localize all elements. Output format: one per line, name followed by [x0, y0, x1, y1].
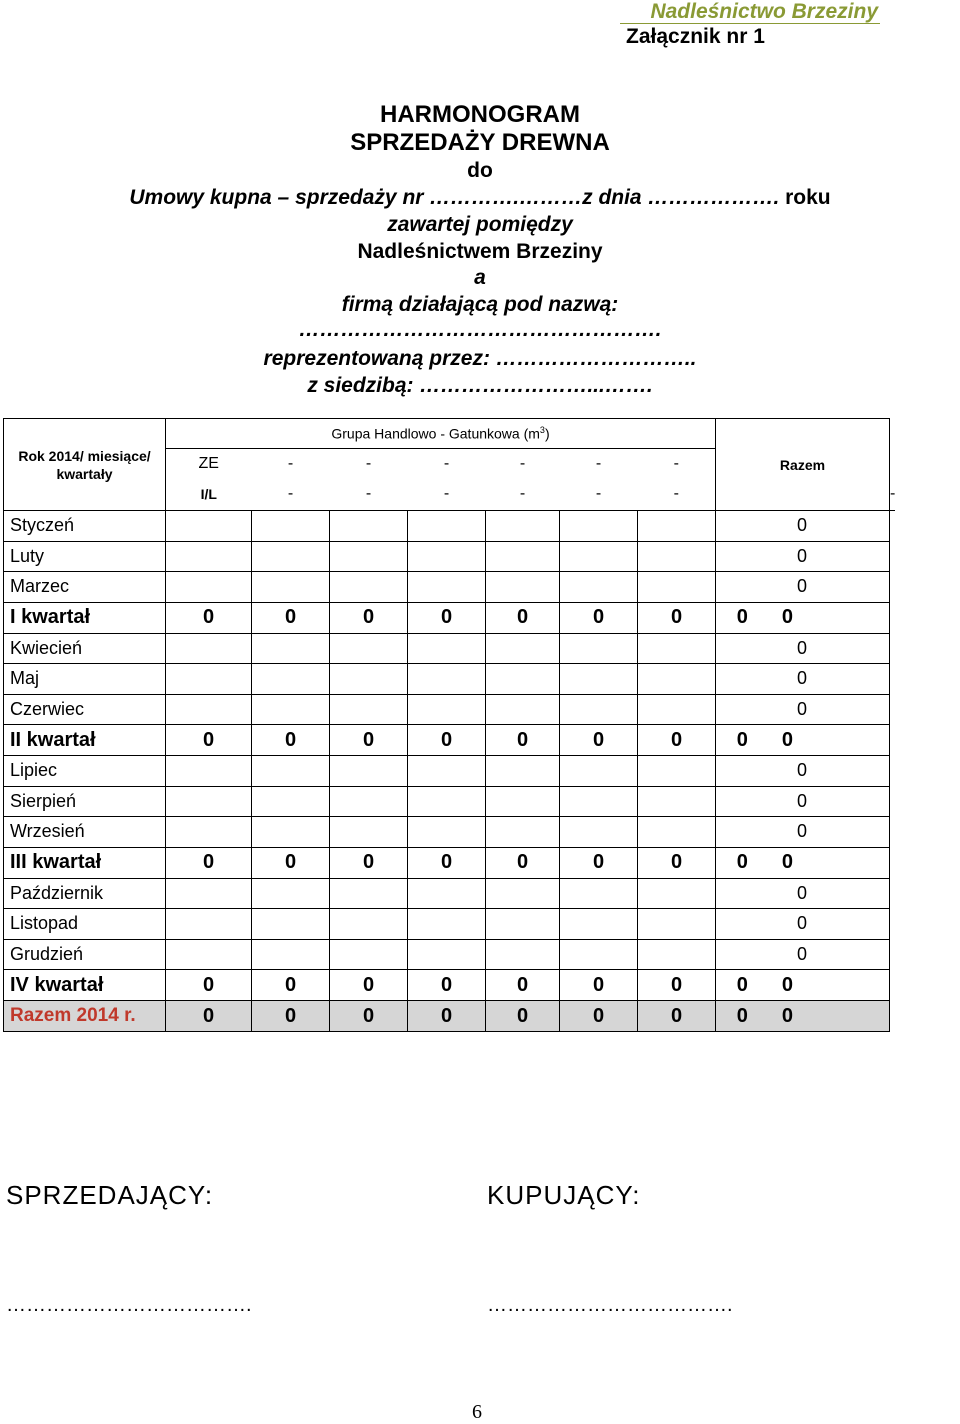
- il-dash-cell: -: [560, 479, 638, 511]
- value-cell[interactable]: [166, 633, 252, 664]
- value-cell[interactable]: 0: [638, 847, 716, 878]
- row-total-cell: 0: [716, 541, 890, 572]
- last-group-value: 0: [736, 728, 748, 751]
- ze-dash-cell: -: [443, 454, 450, 472]
- value-cell[interactable]: [560, 939, 638, 970]
- last-group-value: 0: [736, 1004, 748, 1027]
- il-dash-cell: -: [408, 479, 486, 511]
- row-total-cell: [716, 847, 890, 878]
- title-line-3: do: [467, 159, 493, 182]
- value-cell[interactable]: 0: [252, 970, 330, 1001]
- value-cell[interactable]: [330, 633, 408, 664]
- value-cell[interactable]: 0: [330, 970, 408, 1001]
- organization-name: Nadleśnictwo Brzeziny: [650, 0, 878, 23]
- value-cell[interactable]: 0: [330, 602, 408, 633]
- value-cell[interactable]: [486, 541, 560, 572]
- last-group-value: 0: [736, 973, 748, 996]
- ze-label: ZE: [198, 454, 219, 472]
- value-cell[interactable]: [330, 817, 408, 848]
- value-cell[interactable]: [638, 817, 716, 848]
- row-label: Sierpień: [4, 786, 166, 817]
- group-header-text: Grupa Handlowo - Gatunkowa (m: [331, 425, 540, 442]
- value-cell[interactable]: [166, 572, 252, 603]
- value-cell[interactable]: [166, 939, 252, 970]
- value-cell[interactable]: [486, 878, 560, 909]
- value-cell[interactable]: 0: [486, 602, 560, 633]
- value-cell[interactable]: [408, 694, 486, 725]
- value-cell[interactable]: [252, 786, 330, 817]
- value-cell[interactable]: [486, 909, 560, 940]
- row-total-cell: 0: [716, 694, 890, 725]
- value-cell[interactable]: [330, 541, 408, 572]
- quarter-row: [4, 725, 896, 756]
- value-cell[interactable]: [166, 786, 252, 817]
- row-total-cell: [716, 1001, 890, 1032]
- il-dash-cell: -: [252, 479, 330, 511]
- ze-dash-cell: -: [673, 454, 679, 472]
- row-label: Styczeń: [4, 511, 166, 542]
- value-cell[interactable]: 0: [638, 1001, 716, 1032]
- contract-line-italic: Umowy kupna – sprzedaży nr ………….………z dnia ……………….: [129, 186, 786, 209]
- value-cell[interactable]: 0: [166, 725, 252, 756]
- row-total-value: 0: [781, 851, 793, 873]
- il-dash-cell: -: [638, 479, 716, 511]
- month-row: [4, 909, 896, 940]
- value-cell[interactable]: [166, 909, 252, 940]
- value-cell[interactable]: [166, 817, 252, 848]
- month-row: [4, 633, 896, 664]
- month-row: [4, 878, 896, 909]
- il-dash-cell: -: [330, 479, 408, 511]
- ze-dash-cell: -: [287, 454, 294, 472]
- il-dash-cell: -: [486, 479, 560, 511]
- value-cell[interactable]: [252, 939, 330, 970]
- value-cell[interactable]: [486, 939, 560, 970]
- value-cell[interactable]: [166, 878, 252, 909]
- row-label: I kwartał: [4, 602, 166, 633]
- row-label: IV kwartał: [4, 970, 166, 1001]
- value-cell[interactable]: [638, 694, 716, 725]
- month-row: [4, 756, 896, 787]
- value-cell[interactable]: [252, 541, 330, 572]
- row-total-cell: [716, 725, 890, 756]
- quarter-row: [4, 602, 896, 633]
- value-cell[interactable]: [330, 878, 408, 909]
- value-cell[interactable]: 0: [560, 725, 638, 756]
- row-label: Razem 2014 r.: [4, 1001, 166, 1032]
- contract-line-year: roku: [785, 186, 831, 209]
- il-dash-cell: -: [890, 479, 896, 511]
- value-cell[interactable]: [638, 909, 716, 940]
- month-row: [4, 786, 896, 817]
- value-cell[interactable]: [560, 756, 638, 787]
- row-total-cell: 0: [716, 909, 890, 940]
- value-cell[interactable]: [560, 541, 638, 572]
- value-cell[interactable]: [560, 633, 638, 664]
- value-cell[interactable]: 0: [330, 847, 408, 878]
- title-line-1: HARMONOGRAM: [380, 101, 580, 128]
- value-cell[interactable]: [486, 786, 560, 817]
- value-cell[interactable]: 0: [638, 602, 716, 633]
- value-cell[interactable]: [252, 756, 330, 787]
- row-label: Marzec: [4, 572, 166, 603]
- value-cell[interactable]: [408, 878, 486, 909]
- buyer-label: KUPUJĄCY:: [487, 1180, 641, 1210]
- value-cell[interactable]: 0: [166, 970, 252, 1001]
- title-line-5: zawartej pomiędzy: [387, 213, 573, 236]
- row-total-cell: 0: [716, 756, 890, 787]
- value-cell[interactable]: 0: [486, 970, 560, 1001]
- title-line-7: a: [474, 266, 486, 289]
- value-cell[interactable]: [166, 664, 252, 695]
- contract-line: [0, 186, 960, 210]
- value-cell[interactable]: [330, 909, 408, 940]
- row-total-cell: [716, 602, 890, 633]
- value-cell[interactable]: 0: [560, 1001, 638, 1032]
- seller-signature-line: ……………………………….: [6, 1294, 252, 1316]
- row-label: III kwartał: [4, 847, 166, 878]
- value-cell[interactable]: 0: [486, 725, 560, 756]
- value-cell[interactable]: [560, 694, 638, 725]
- value-cell[interactable]: [486, 633, 560, 664]
- value-cell[interactable]: [486, 572, 560, 603]
- value-cell[interactable]: 0: [560, 602, 638, 633]
- seller-label: SPRZEDAJĄCY:: [6, 1180, 214, 1210]
- title-line-9: …………………………………………….: [298, 318, 662, 341]
- value-cell[interactable]: 0: [252, 725, 330, 756]
- value-cell[interactable]: [486, 511, 560, 542]
- value-cell[interactable]: [638, 756, 716, 787]
- value-cell[interactable]: 0: [166, 1001, 252, 1032]
- value-cell[interactable]: [252, 664, 330, 695]
- row-total-value: 0: [781, 1004, 793, 1027]
- month-row: [4, 664, 896, 695]
- value-cell[interactable]: 0: [330, 725, 408, 756]
- razem-header: Razem: [716, 419, 890, 511]
- value-cell[interactable]: [408, 633, 486, 664]
- value-cell[interactable]: [252, 817, 330, 848]
- value-cell[interactable]: [408, 572, 486, 603]
- value-cell[interactable]: [486, 817, 560, 848]
- month-row: [4, 541, 896, 572]
- value-cell[interactable]: [560, 664, 638, 695]
- row-total-cell: 0: [716, 878, 890, 909]
- value-cell[interactable]: [408, 786, 486, 817]
- title-line-2: SPRZEDAŻY DREWNA: [350, 129, 610, 156]
- value-cell[interactable]: [330, 756, 408, 787]
- quarter-row: [4, 847, 896, 878]
- value-cell[interactable]: [252, 511, 330, 542]
- row-label: Maj: [4, 664, 166, 695]
- row-total-cell: 0: [716, 664, 890, 695]
- last-group-value: 0: [736, 851, 748, 873]
- value-cell[interactable]: 0: [408, 602, 486, 633]
- page-number: 6: [472, 1401, 482, 1423]
- value-cell[interactable]: [560, 511, 638, 542]
- row-total-value: 0: [781, 606, 793, 628]
- total-row: [4, 1001, 896, 1032]
- value-cell[interactable]: [560, 878, 638, 909]
- row-label: Czerwiec: [4, 694, 166, 725]
- row-total-cell: 0: [716, 817, 890, 848]
- row-total-cell: 0: [716, 786, 890, 817]
- title-line-11: z siedzibą: ……………………...…….: [307, 374, 653, 397]
- value-cell[interactable]: [330, 694, 408, 725]
- value-cell[interactable]: [486, 694, 560, 725]
- group-header-end: ): [544, 425, 550, 442]
- group-header-sup: 3: [539, 425, 545, 436]
- value-cell[interactable]: [252, 694, 330, 725]
- quarter-row: [4, 970, 896, 1001]
- last-group-value: 0: [736, 606, 748, 628]
- title-line-8: firmą działającą pod nazwą:: [341, 293, 619, 316]
- row-total-cell: 0: [716, 572, 890, 603]
- value-cell[interactable]: [408, 541, 486, 572]
- value-cell[interactable]: 0: [252, 1001, 330, 1032]
- value-cell[interactable]: [638, 572, 716, 603]
- month-row: [4, 572, 896, 603]
- row-total-value: 0: [781, 973, 793, 996]
- value-cell[interactable]: [252, 633, 330, 664]
- value-cell[interactable]: [638, 786, 716, 817]
- il-label: I/L: [166, 479, 252, 511]
- row-total-cell: [716, 970, 890, 1001]
- value-cell[interactable]: [486, 756, 560, 787]
- value-cell[interactable]: [330, 511, 408, 542]
- ze-dash-cell: -: [595, 454, 602, 472]
- value-cell[interactable]: [408, 909, 486, 940]
- value-cell[interactable]: 0: [408, 725, 486, 756]
- value-cell[interactable]: 0: [638, 725, 716, 756]
- month-row: [4, 511, 896, 542]
- ze-dash-cell: -: [519, 454, 526, 472]
- value-cell[interactable]: [408, 817, 486, 848]
- value-cell[interactable]: [638, 664, 716, 695]
- row-label: Wrzesień: [4, 817, 166, 848]
- value-cell[interactable]: [638, 878, 716, 909]
- value-cell[interactable]: [408, 756, 486, 787]
- row-total-value: 0: [781, 728, 793, 751]
- value-cell[interactable]: [486, 664, 560, 695]
- value-cell[interactable]: 0: [486, 847, 560, 878]
- value-cell[interactable]: [166, 541, 252, 572]
- value-cell[interactable]: [408, 664, 486, 695]
- value-cell[interactable]: 0: [638, 970, 716, 1001]
- row-total-cell: 0: [716, 633, 890, 664]
- value-cell[interactable]: [560, 817, 638, 848]
- value-cell[interactable]: [252, 878, 330, 909]
- value-cell[interactable]: [560, 909, 638, 940]
- month-row: [4, 694, 896, 725]
- value-cell[interactable]: 0: [330, 1001, 408, 1032]
- row-label: Lipiec: [4, 756, 166, 787]
- value-cell[interactable]: 0: [560, 847, 638, 878]
- ze-dash-cell: -: [365, 454, 372, 472]
- attachment-label: Załącznik nr 1: [626, 25, 765, 48]
- month-row: [4, 939, 896, 970]
- month-row: [4, 817, 896, 848]
- row-total-cell: 0: [716, 511, 890, 542]
- value-cell[interactable]: [408, 939, 486, 970]
- value-cell[interactable]: [252, 909, 330, 940]
- sales-schedule-table: [3, 418, 895, 1032]
- buyer-signature-line: ……………………………….: [487, 1294, 733, 1316]
- value-cell[interactable]: [330, 664, 408, 695]
- value-cell[interactable]: 0: [408, 1001, 486, 1032]
- row-label: Luty: [4, 541, 166, 572]
- value-cell[interactable]: [166, 694, 252, 725]
- value-cell[interactable]: [252, 572, 330, 603]
- title-line-6: Nadleśnictwem Brzeziny: [357, 240, 603, 263]
- value-cell[interactable]: [330, 786, 408, 817]
- value-cell[interactable]: [408, 511, 486, 542]
- value-cell[interactable]: [638, 939, 716, 970]
- value-cell[interactable]: 0: [408, 847, 486, 878]
- value-cell[interactable]: 0: [486, 1001, 560, 1032]
- value-cell[interactable]: 0: [560, 970, 638, 1001]
- value-cell[interactable]: 0: [408, 970, 486, 1001]
- value-cell[interactable]: [638, 541, 716, 572]
- value-cell[interactable]: [166, 511, 252, 542]
- value-cell[interactable]: [330, 572, 408, 603]
- value-cell[interactable]: [638, 633, 716, 664]
- header-rule: [620, 23, 880, 24]
- corner-header: Rok 2014/ miesiące/ kwartały: [4, 419, 166, 511]
- value-cell[interactable]: 0: [252, 602, 330, 633]
- row-total-cell: 0: [716, 939, 890, 970]
- value-cell[interactable]: [560, 572, 638, 603]
- value-cell[interactable]: 0: [252, 847, 330, 878]
- value-cell[interactable]: 0: [166, 847, 252, 878]
- title-line-10: reprezentowaną przez: ………………………..: [263, 347, 697, 370]
- row-label: Październik: [4, 878, 166, 909]
- row-label: II kwartał: [4, 725, 166, 756]
- row-label: Grudzień: [4, 939, 166, 970]
- value-cell[interactable]: [638, 511, 716, 542]
- group-header: [166, 419, 716, 449]
- row-label: Kwiecień: [4, 633, 166, 664]
- value-cell[interactable]: [560, 786, 638, 817]
- value-cell[interactable]: 0: [166, 602, 252, 633]
- value-cell[interactable]: [330, 939, 408, 970]
- row-label: Listopad: [4, 909, 166, 940]
- value-cell[interactable]: [166, 756, 252, 787]
